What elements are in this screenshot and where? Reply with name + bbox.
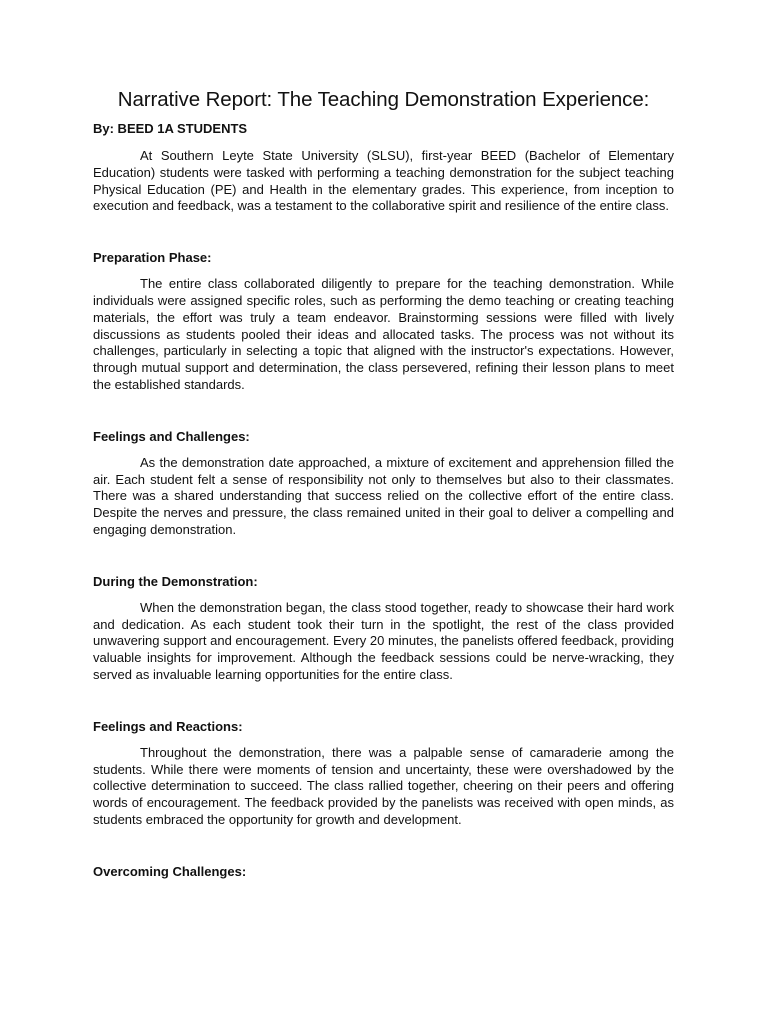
section-body-feelings-challenges: As the demonstration date approached, a mixture of excitement and apprehension filled the air. Each student felt a sense of responsibility not only to themselves but also to their classmates. There was a shared understanding that success relied on the collective effort of the entire class. Despite the nerves and pressure, the class remained united in their goal to deliver a compelling and engaging demonstration.	[93, 454, 674, 537]
section-heading-feelings-challenges: Feelings and Challenges:	[93, 428, 250, 444]
section-heading-overcoming-challenges: Overcoming Challenges:	[93, 863, 247, 879]
section-body-preparation: The entire class collaborated diligently to prepare for the teaching demonstration. While individuals were assigned specific roles, such as performing the demo teaching or creating teaching materials, the effort was truly a team endeavor. Brainstorming sessions were filled with lively discussions as students pooled their ideas and allocated tasks. The process was not without its challenges, particularly in selecting a topic that aligned with the instructor's expectations. However, through mutual support and determination, the class persevered, refining their lesson plans to meet the established standards.	[93, 276, 674, 392]
section-body-during-demonstration: When the demonstration began, the class stood together, ready to showcase their hard work and dedication. As each student took their turn in the spotlight, the rest of the class provided unwavering support and encouragement. Every 20 minutes, the panelists offered feedback, providing valuable insights for improvement. Although the feedback sessions could be nerve-wracking, they served as invaluable learning opportunities for the entire class.	[93, 599, 674, 682]
section-heading-feelings-reactions: Feelings and Reactions:	[93, 718, 243, 734]
section-heading-preparation: Preparation Phase:	[93, 250, 212, 266]
section-body-feelings-reactions: Throughout the demonstration, there was a palpable sense of camaraderie among the students. While there were moments of tension and uncertainty, these were overshadowed by the collective determination to succeed. The class rallied together, cheering on their peers and offering words of encouragement. The feedback provided by the panelists was received with open minds, as students embraced the opportunity for growth and development.	[93, 744, 674, 827]
document-author: By: BEED 1A STUDENTS	[93, 121, 248, 136]
section-heading-during-demonstration: During the Demonstration:	[93, 573, 258, 589]
document-page	[93, 86, 674, 881]
document-title: Narrative Report: The Teaching Demonstration Experience:	[117, 88, 650, 111]
intro-paragraph: At Southern Leyte State University (SLSU), first-year BEED (Bachelor of Elementary Education) students were tasked with performing a teaching demonstration for the subject teaching Physical Education (PE) and Health in the elementary grades. This experience, from inception to execution and feedback, was a testament to the collaborative spirit and resilience of the entire class.	[93, 148, 674, 214]
